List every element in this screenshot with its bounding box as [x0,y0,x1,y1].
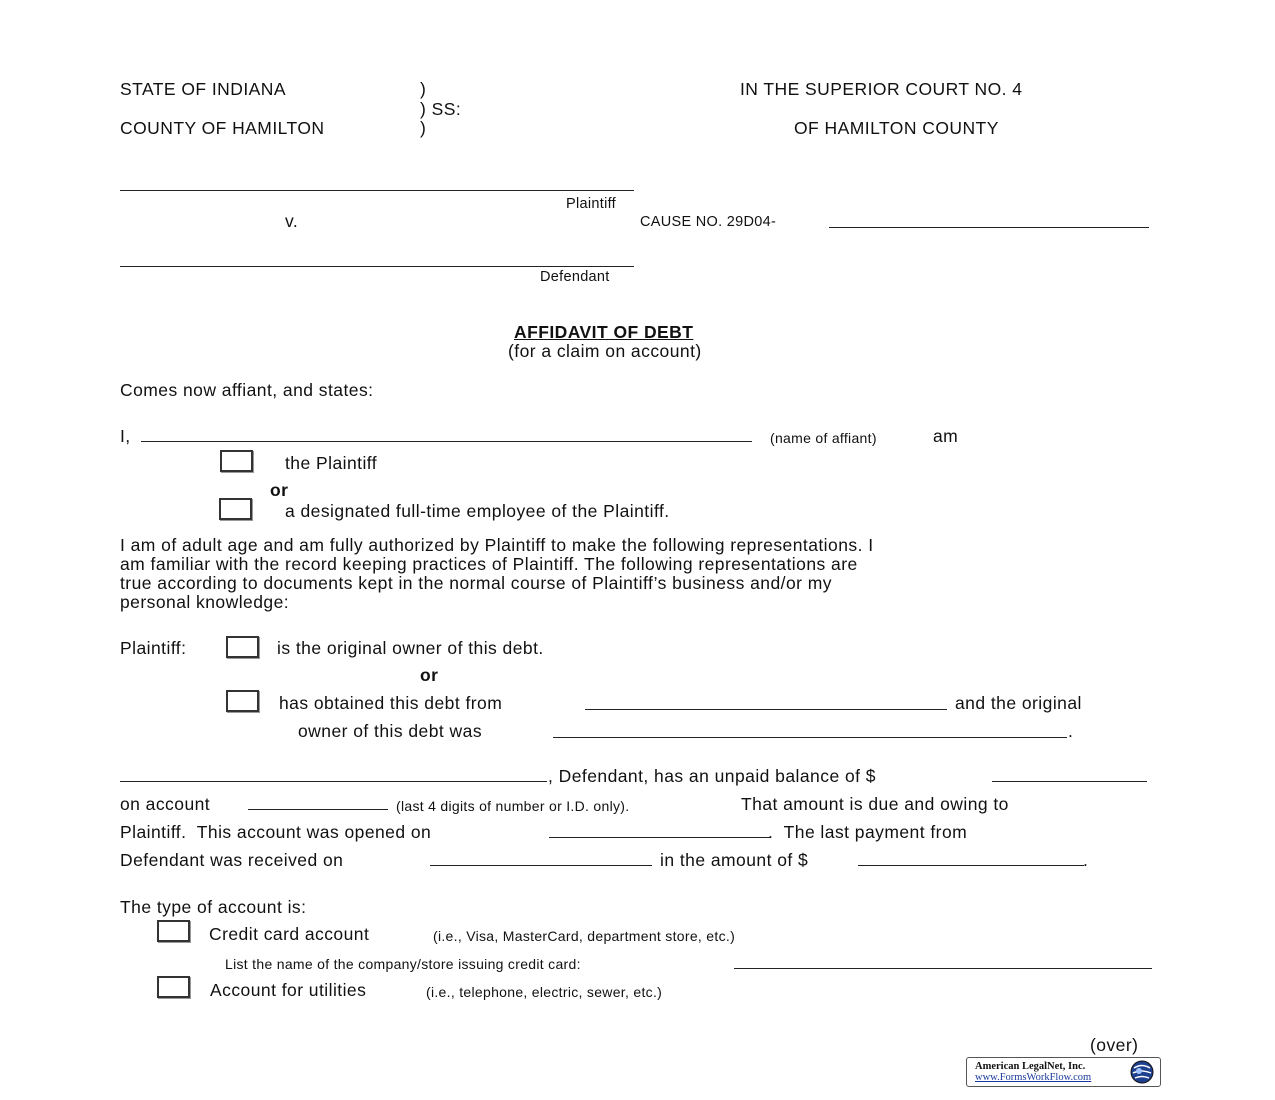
last-payment-amount-field[interactable] [858,865,1084,866]
intro-text: Comes now affiant, and states: [120,380,374,400]
plaintiff-role-checkbox[interactable] [220,450,253,472]
am-text: am [933,426,959,446]
credit-card-examples: (i.e., Visa, MasterCard, department store, etc.) [433,928,736,944]
and-original-label: and the original [955,693,1082,713]
credit-card-label: Credit card account [209,924,370,944]
amount-due-label: That amount is due and owing to [741,794,1009,814]
or-text: or [270,480,289,500]
ss-label: ) SS: [420,99,462,119]
name-of-affiant-label: (name of affiant) [770,430,877,446]
account-number-field[interactable] [248,809,388,810]
state-label: STATE OF INDIANA [120,79,287,99]
caption-paren: ) [420,118,427,138]
utilities-label: Account for utilities [210,980,367,1000]
unpaid-balance-field[interactable] [992,781,1147,782]
document-title: AFFIDAVIT OF DEBT [514,322,694,342]
court-name: IN THE SUPERIOR COURT NO. 4 [740,79,1023,99]
caption-paren: ) [420,79,427,99]
plaintiff-role-label: the Plaintiff [285,453,378,473]
account-type-heading: The type of account is: [120,897,307,917]
i-prefix: I, [120,426,131,446]
defendant-name-balance-field[interactable] [120,781,547,782]
last-payment-label: . The last payment from [768,822,968,842]
on-account-label: on account [120,794,211,814]
obtained-debt-checkbox[interactable] [226,690,259,712]
representation-paragraph: I am of adult age and am fully authorized by Plaintiff to make the following representations. I am familiar with the record keeping practices of Plaintiff. The following representations are true according to documents kept in the normal course of Plaintiff’s business and/or my personal knowledge: [120,535,874,612]
credit-card-checkbox[interactable] [157,920,190,942]
or-text: or [420,665,439,685]
utilities-examples: (i.e., telephone, electric, sewer, etc.) [426,984,663,1000]
original-owner-field[interactable] [553,737,1067,738]
affiant-name-field[interactable] [141,441,752,442]
original-owner-checkbox[interactable] [226,636,259,658]
employee-role-label: a designated full-time employee of the Plaintiff. [285,501,670,521]
account-opened-label: Plaintiff. This account was opened on [120,822,432,842]
over-label: (over) [1090,1035,1139,1055]
original-owner-label: is the original owner of this debt. [277,638,544,658]
owner-was-label: owner of this debt was [298,721,483,741]
defendant-label: Defendant [540,269,610,285]
versus-label: v. [285,211,299,231]
obtained-from-label: has obtained this debt from [279,693,503,713]
obtained-from-field[interactable] [585,709,947,710]
utilities-checkbox[interactable] [157,976,190,998]
credit-card-company-field[interactable] [734,968,1152,969]
county-label: COUNTY OF HAMILTON [120,118,325,138]
document-subtitle: (for a claim on account) [508,341,702,361]
payment-amount-label: in the amount of $ [660,850,809,870]
globe-icon [1125,1059,1159,1085]
employee-role-checkbox[interactable] [219,498,252,520]
plaintiff-label: Plaintiff [566,196,616,212]
logo-website-link[interactable]: www.FormsWorkFlow.com [975,1072,1092,1083]
cause-no-field[interactable] [829,227,1149,228]
date-opened-field[interactable] [549,837,770,838]
plaintiff-colon-label: Plaintiff: [120,638,187,658]
plaintiff-name-field[interactable] [120,190,634,191]
last4-label: (last 4 digits of number or I.D. only). [396,798,630,814]
last-payment-date-field[interactable] [430,865,652,866]
period: . [1068,721,1074,741]
court-county: OF HAMILTON COUNTY [794,118,999,138]
cause-no-label: CAUSE NO. 29D04- [640,214,777,230]
period: . [1083,850,1089,870]
logo-company-name: American LegalNet, Inc. [975,1061,1086,1072]
payment-received-label: Defendant was received on [120,850,344,870]
list-company-label: List the name of the company/store issuing credit card: [225,956,581,972]
unpaid-balance-label: , Defendant, has an unpaid balance of $ [548,766,876,786]
american-legalnet-logo [966,1057,1161,1087]
